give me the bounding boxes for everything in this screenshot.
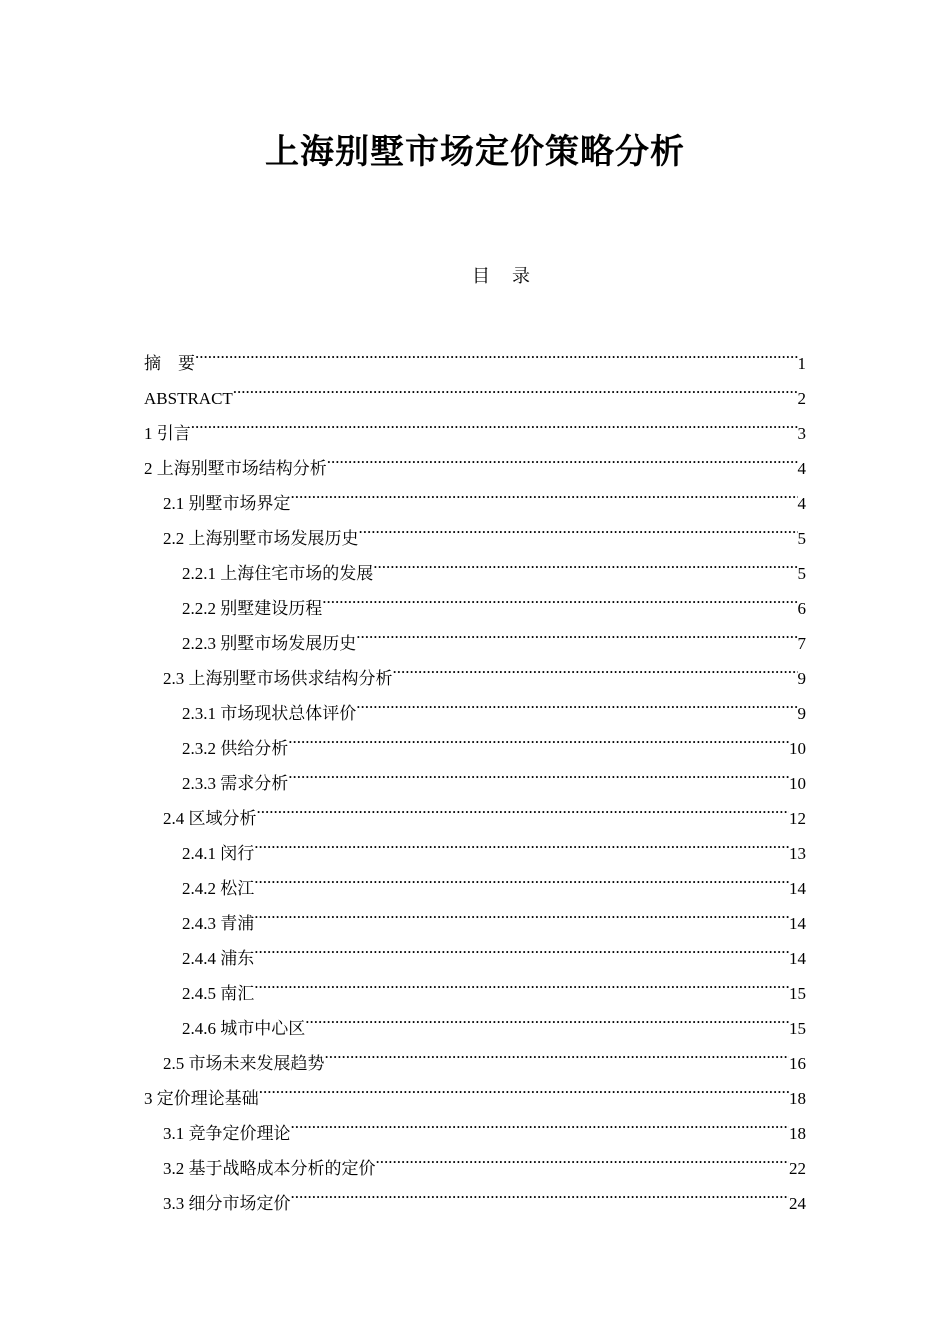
toc-entry-page-number: 24 bbox=[789, 1194, 806, 1213]
toc-entry-page-number: 2 bbox=[797, 389, 806, 408]
toc-entry-label: ABSTRACT bbox=[144, 389, 233, 408]
toc-entry-page-number: 4 bbox=[797, 459, 806, 478]
toc-entry-page-number: 10 bbox=[789, 774, 806, 793]
toc-dot-leader bbox=[254, 929, 789, 964]
toc-entry[interactable] bbox=[144, 404, 806, 443]
toc-entry[interactable] bbox=[144, 439, 806, 478]
toc-dot-leader bbox=[288, 754, 789, 789]
toc-dot-leader bbox=[254, 824, 789, 859]
toc-dot-leader bbox=[288, 719, 789, 754]
toc-entry-label: 2.4.4 浦东 bbox=[182, 949, 255, 968]
toc-dot-leader bbox=[373, 544, 797, 579]
toc-entry-label: 2.2 上海别墅市场发展历史 bbox=[163, 529, 359, 548]
toc-heading-right: 录 bbox=[512, 266, 530, 287]
toc-entry-page-number: 1 bbox=[797, 354, 806, 373]
toc-entry[interactable] bbox=[144, 369, 806, 408]
toc-entry-label: 2.4.5 南汇 bbox=[182, 984, 255, 1003]
toc-dot-leader bbox=[359, 509, 798, 544]
toc-entry-label: 3.1 竞争定价理论 bbox=[163, 1124, 291, 1143]
toc-dot-leader bbox=[257, 789, 790, 824]
toc-dot-leader bbox=[356, 614, 797, 649]
toc-entry-label: 2.4.1 闵行 bbox=[182, 844, 255, 863]
toc-dot-leader bbox=[191, 404, 798, 439]
toc-entry-label: 2.5 市场未来发展趋势 bbox=[163, 1054, 325, 1073]
toc-entry-label: 2.3 上海别墅市场供求结构分析 bbox=[163, 669, 393, 688]
toc-entry-page-number: 22 bbox=[789, 1159, 806, 1178]
toc-entry-page-number: 15 bbox=[789, 1019, 806, 1038]
toc-dot-leader bbox=[233, 369, 798, 404]
toc-dot-leader bbox=[254, 859, 789, 894]
toc-dot-leader bbox=[325, 1034, 790, 1069]
toc-entry-label: 3.2 基于战略成本分析的定价 bbox=[163, 1159, 376, 1178]
toc-heading-left: 目 bbox=[472, 266, 490, 287]
toc-dot-leader bbox=[376, 1139, 790, 1174]
toc-dot-leader bbox=[322, 579, 797, 614]
toc-entry-page-number: 7 bbox=[797, 634, 806, 653]
toc-entry-page-number: 12 bbox=[789, 809, 806, 828]
toc-entry-label: 3 定价理论基础 bbox=[144, 1089, 259, 1108]
toc-dot-leader bbox=[305, 999, 789, 1034]
toc-heading bbox=[0, 264, 950, 290]
toc-entry-page-number: 15 bbox=[789, 984, 806, 1003]
toc-entry-label: 2.4.6 城市中心区 bbox=[182, 1019, 306, 1038]
toc-entry-label: 1 引言 bbox=[144, 424, 191, 443]
toc-entry-label: 2 上海别墅市场结构分析 bbox=[144, 459, 327, 478]
toc-entry-label: 3.3 细分市场定价 bbox=[163, 1194, 291, 1213]
toc-entry-label: 2.3.1 市场现状总体评价 bbox=[182, 704, 357, 723]
toc-entry-label: 摘 要 bbox=[144, 354, 195, 373]
toc-entry-page-number: 14 bbox=[789, 879, 806, 898]
toc-entry-label: 2.3.2 供给分析 bbox=[182, 739, 289, 758]
toc-entry-page-number: 10 bbox=[789, 739, 806, 758]
toc-entry-label: 2.2.2 别墅建设历程 bbox=[182, 599, 323, 618]
toc-entry-label: 2.4.3 青浦 bbox=[182, 914, 255, 933]
toc-dot-leader bbox=[291, 474, 798, 509]
toc-entry-label: 2.3.3 需求分析 bbox=[182, 774, 289, 793]
toc-dot-leader bbox=[259, 1069, 789, 1104]
toc-dot-leader bbox=[254, 894, 789, 929]
toc-entry-page-number: 16 bbox=[789, 1054, 806, 1073]
toc-entry-page-number: 3 bbox=[797, 424, 806, 443]
toc-entry-page-number: 13 bbox=[789, 844, 806, 863]
toc-entry-page-number: 4 bbox=[797, 494, 806, 513]
toc-entry-page-number: 5 bbox=[797, 529, 806, 548]
toc-dot-leader bbox=[254, 964, 789, 999]
document-title: 上海别墅市场定价策略分析 bbox=[265, 132, 685, 172]
toc-dot-leader bbox=[291, 1104, 790, 1139]
toc-entry-page-number: 18 bbox=[789, 1124, 806, 1143]
toc-entry-label: 2.4 区域分析 bbox=[163, 809, 257, 828]
table-of-contents bbox=[144, 334, 806, 1213]
toc-dot-leader bbox=[393, 649, 798, 684]
toc-entry-label: 2.2.1 上海住宅市场的发展 bbox=[182, 564, 374, 583]
toc-entry-page-number: 14 bbox=[789, 949, 806, 968]
toc-entry[interactable] bbox=[144, 334, 806, 373]
toc-dot-leader bbox=[291, 1174, 790, 1209]
toc-entry-label: 2.2.3 别墅市场发展历史 bbox=[182, 634, 357, 653]
toc-entry-label: 2.1 别墅市场界定 bbox=[163, 494, 291, 513]
toc-entry-page-number: 14 bbox=[789, 914, 806, 933]
toc-entry-page-number: 9 bbox=[797, 704, 806, 723]
toc-entry-label: 2.4.2 松江 bbox=[182, 879, 255, 898]
toc-dot-leader bbox=[356, 684, 797, 719]
toc-entry-page-number: 6 bbox=[797, 599, 806, 618]
toc-entry-page-number: 18 bbox=[789, 1089, 806, 1108]
toc-dot-leader bbox=[195, 334, 798, 369]
toc-entry-page-number: 5 bbox=[797, 564, 806, 583]
toc-entry-page-number: 9 bbox=[797, 669, 806, 688]
toc-dot-leader bbox=[327, 439, 798, 474]
